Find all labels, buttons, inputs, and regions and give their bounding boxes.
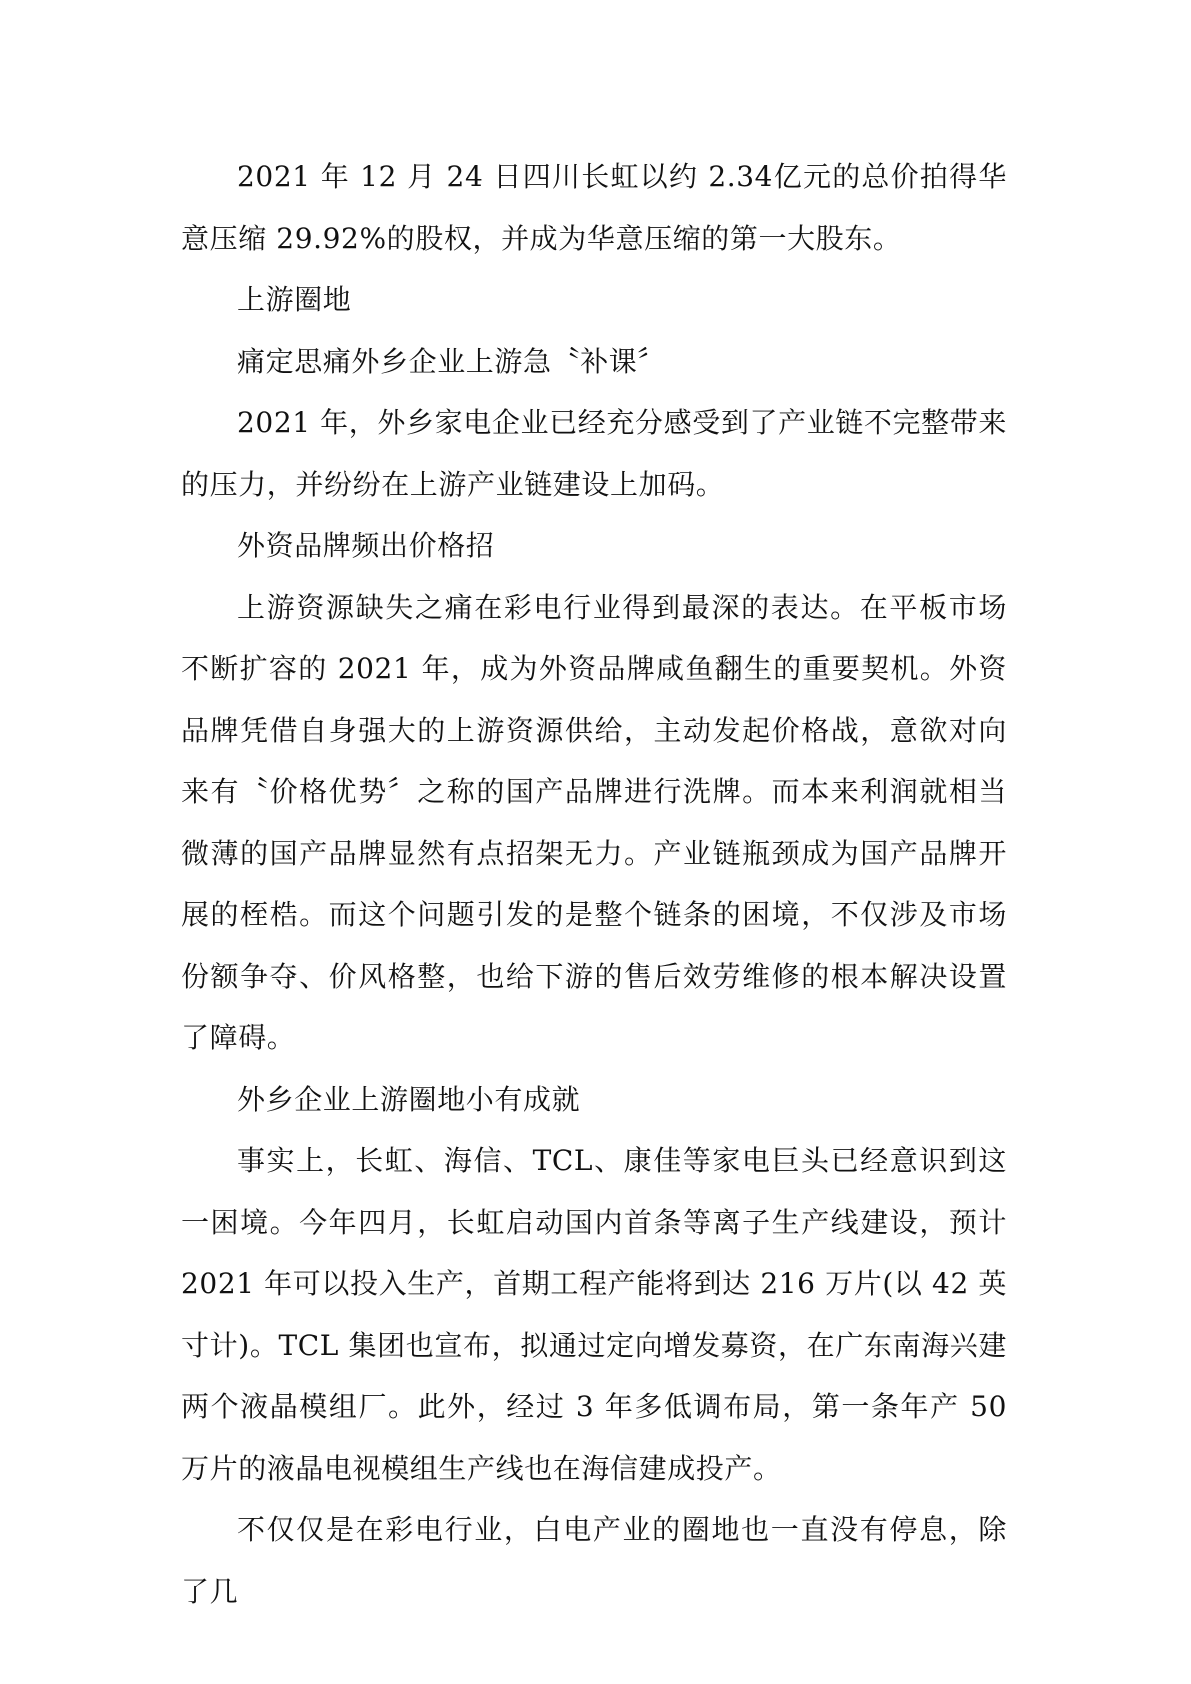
section-subheading-catch-up: 痛定思痛外乡企业上游急〝补课〞 <box>237 344 667 378</box>
paragraph-changhong-acquisition: 2021 年 12 月 24 日四川长虹以约 2.34亿元的总价拍得华意压缩 29.92%的股权，并成为华意压缩的第一大股东。 <box>181 160 1007 255</box>
paragraph-industry-pressure: 2021 年，外乡家电企业已经充分感受到了产业链不完整带来的压力，并纷纷在上游产业链建设上加码。 <box>181 406 1007 501</box>
section-heading-local-progress: 外乡企业上游圈地小有成就 <box>237 1082 581 1116</box>
section-heading-upstream: 上游圈地 <box>237 283 352 316</box>
paragraph-tv-industry: 上游资源缺失之痛在彩电行业得到最深的表达。在平板市场不断扩容的 2021 年，成为外资品牌咸鱼翻生的重要契机。外资品牌凭借自身强大的上游资源供给，主动发起价格战，意欲对向来有〝价格优势〞之称的国产品牌进行洗牌。而本来利润就相当微薄的国产品牌显然有点招架无力。产业链瓶颈成为国产品牌开展的桎梏。而这个问题引发的是整个链条的困境，不仅涉及市场份额争夺、价风格整，也给下游的售后效劳维修的根本解决设置了障碍。 <box>181 590 1007 1054</box>
paragraph-white-goods: 不仅仅是在彩电行业，白电产业的圈地也一直没有停息，除了几 <box>181 1513 1007 1608</box>
section-heading-foreign-brands: 外资品牌频出价格招 <box>237 529 495 562</box>
paragraph-local-enterprises: 事实上，长虹、海信、TCL、康佳等家电巨头已经意识到这一困境。今年四月，长虹启动国内首条等离子生产线建设，预计 2021 年可以投入生产，首期工程产能将到达 216 万片(以 42 英寸计)。TCL 集团也宣布，拟通过定向增发募资，在广东南海兴建两个液晶模组厂。此外，经过 3 年多低调布局，第一条年产 50 万片的液晶电视模组生产线也在海信建成投产。 <box>181 1144 1007 1485</box>
document-body <box>181 146 1007 1622</box>
